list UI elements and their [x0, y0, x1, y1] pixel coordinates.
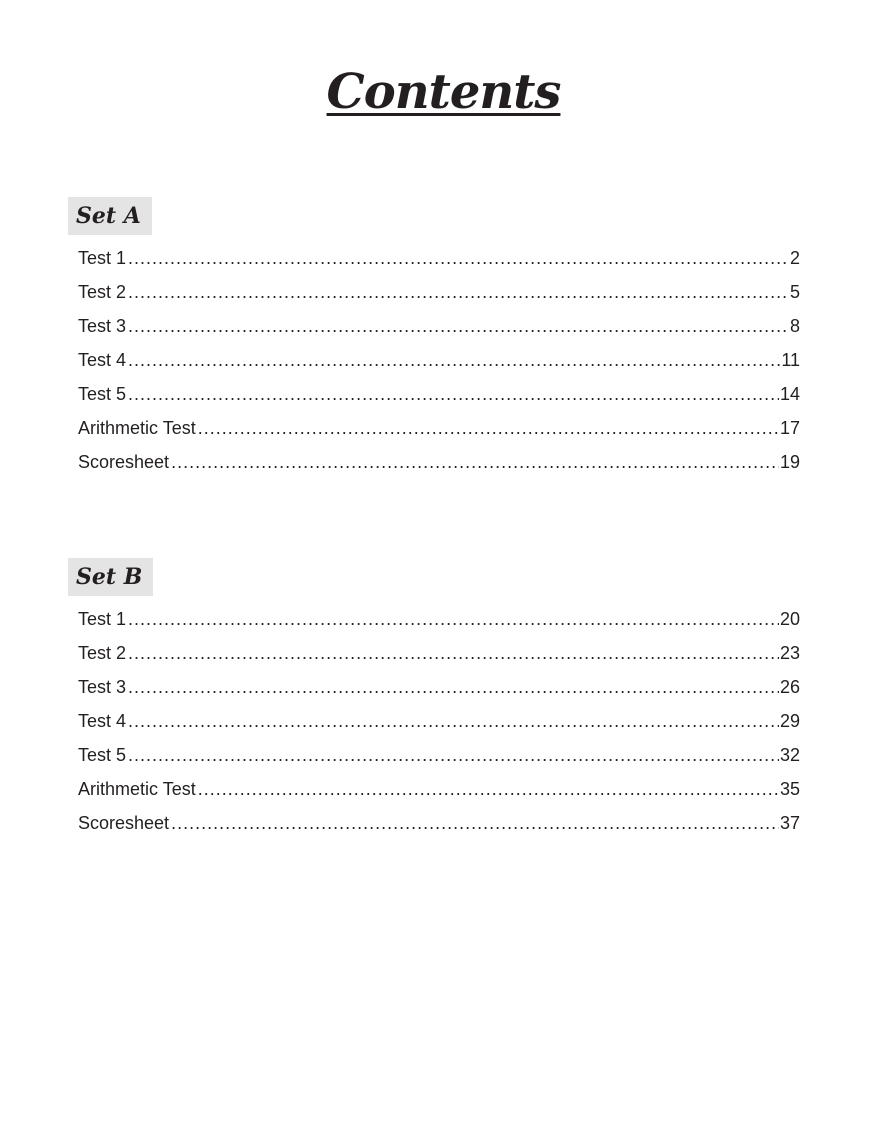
dot-leader	[128, 704, 779, 738]
toc-entry-label: Test 4	[78, 711, 127, 731]
toc-entry-page: 2	[789, 248, 800, 268]
toc-list	[78, 241, 800, 479]
toc-entry-page: 37	[779, 813, 800, 833]
page-title	[0, 62, 887, 122]
toc-entry[interactable]	[78, 806, 800, 840]
toc-entry[interactable]	[78, 343, 800, 377]
dot-leader	[128, 670, 779, 704]
section-header: Set A	[68, 197, 152, 235]
toc-entry-page: 26	[779, 677, 800, 697]
toc-entry-label: Test 2	[78, 643, 127, 663]
toc-entry-label: Scoresheet	[78, 813, 170, 833]
dot-leader	[198, 411, 779, 445]
dot-leader	[128, 636, 779, 670]
toc-entry-label: Test 4	[78, 350, 127, 370]
toc-entry-label: Scoresheet	[78, 452, 170, 472]
toc-entry-page: 14	[779, 384, 800, 404]
toc-entry[interactable]	[78, 704, 800, 738]
toc-entry-label: Test 5	[78, 745, 127, 765]
toc-entry[interactable]	[78, 411, 800, 445]
toc-entry-label: Test 2	[78, 282, 127, 302]
dot-leader	[171, 806, 779, 840]
page-title-text: Contents	[326, 64, 561, 120]
dot-leader	[128, 343, 780, 377]
toc-entry[interactable]	[78, 670, 800, 704]
dot-leader	[128, 738, 779, 772]
toc-entry-page: 20	[779, 609, 800, 629]
toc-entry[interactable]	[78, 602, 800, 636]
dot-leader	[128, 241, 789, 275]
toc-entry-label: Test 3	[78, 677, 127, 697]
toc-entry-page: 17	[779, 418, 800, 438]
toc-entry[interactable]	[78, 275, 800, 309]
toc-entry-label: Test 3	[78, 316, 127, 336]
toc-entry[interactable]	[78, 636, 800, 670]
toc-entry[interactable]	[78, 377, 800, 411]
toc-entry-label: Test 5	[78, 384, 127, 404]
toc-entry[interactable]	[78, 309, 800, 343]
toc-entry[interactable]	[78, 241, 800, 275]
dot-leader	[128, 377, 779, 411]
section-header: Set B	[68, 558, 153, 596]
toc-entry-page: 19	[779, 452, 800, 472]
toc-entry-page: 5	[789, 282, 800, 302]
toc-entry-page: 29	[779, 711, 800, 731]
toc-entry-page: 35	[779, 779, 800, 799]
toc-entry-page: 32	[779, 745, 800, 765]
toc-entry-label: Test 1	[78, 248, 127, 268]
toc-entry[interactable]	[78, 738, 800, 772]
toc-entry-page: 11	[781, 350, 800, 370]
toc-entry[interactable]	[78, 445, 800, 479]
toc-entry-label: Arithmetic Test	[78, 779, 196, 799]
toc-entry-label: Test 1	[78, 609, 127, 629]
dot-leader	[171, 445, 779, 479]
toc-entry-page: 23	[779, 643, 800, 663]
dot-leader	[128, 275, 789, 309]
toc-entry-page: 8	[789, 316, 800, 336]
dot-leader	[128, 309, 789, 343]
dot-leader	[128, 602, 779, 636]
toc-entry-label: Arithmetic Test	[78, 418, 196, 438]
toc-entry[interactable]	[78, 772, 800, 806]
dot-leader	[198, 772, 779, 806]
section-set-b	[68, 558, 800, 840]
section-set-a	[68, 197, 800, 479]
toc-list	[78, 602, 800, 840]
